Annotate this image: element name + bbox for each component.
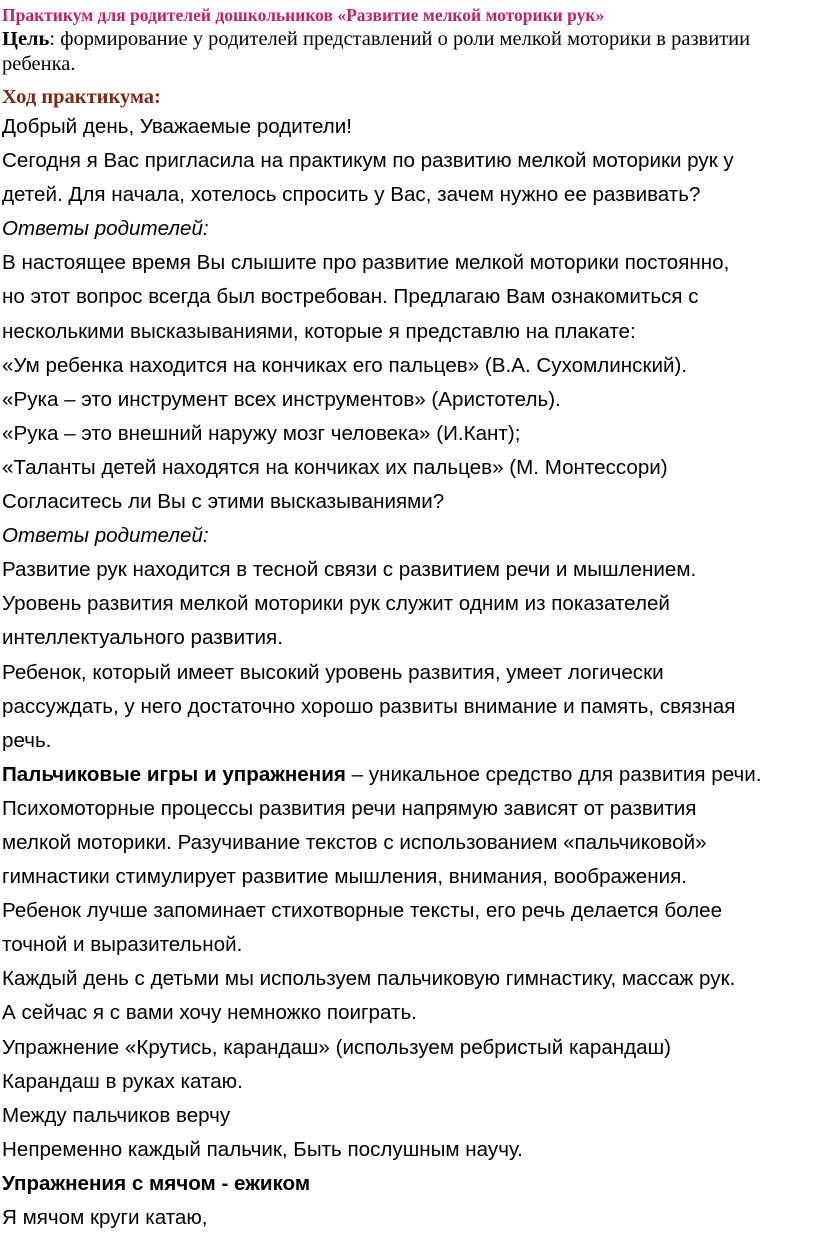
goal-text: : формирование у родителей представлений о роли мелкой моторики в развитии ребенка.	[2, 28, 751, 75]
text-line	[2, 792, 816, 826]
line-text: Ответы родителей:	[2, 217, 209, 241]
line-text: «Рука – это внешний наружу мозг человека» (И.Кант);	[2, 421, 521, 445]
line-text: рассуждать, у него достаточно хорошо развиты внимание и память, связная	[2, 694, 736, 718]
line-text: Ответы родителей:	[2, 524, 209, 548]
parents-answers-label	[2, 519, 816, 553]
text-line	[2, 485, 816, 519]
line-text: мелкой моторики. Разучивание текстов с использованием «пальчиковой»	[2, 830, 707, 854]
line-text: Я мячом круги катаю,	[2, 1206, 208, 1229]
body-text	[2, 110, 816, 1235]
text-line	[2, 928, 816, 962]
line-text: Добрый день, Уважаемые родители!	[2, 115, 353, 138]
line-text: «Рука – это инструмент всех инструментов» (Аристотель).	[2, 387, 561, 411]
line-text: Упражнение «Крутись, карандаш» (используем ребристый карандаш)	[2, 1035, 671, 1059]
text-line	[2, 315, 816, 349]
line-text: но этот вопрос всегда был востребован. Предлагаю Вам ознакомиться с	[2, 285, 699, 309]
text-line	[2, 860, 816, 894]
line-text: интеллектуального развития.	[2, 626, 283, 650]
ball-exercise-heading	[2, 1167, 816, 1201]
line-text: Между пальчиков верчу	[2, 1103, 231, 1127]
goal-label: Цель	[2, 28, 50, 50]
line-text: точной и выразительной.	[2, 933, 243, 957]
text-line	[2, 724, 816, 758]
exercise-title	[2, 1031, 816, 1065]
quote-line	[2, 383, 816, 417]
poem-line	[2, 1133, 816, 1167]
parents-answers-label	[2, 212, 816, 246]
line-text: Ребенок лучше запоминает стихотворные тексты, его речь делается более	[2, 899, 723, 923]
line-text: «Таланты детей находятся на кончиках их пальцев» (М. Монтессори)	[2, 455, 668, 479]
goal-paragraph	[2, 27, 810, 77]
quote-line	[2, 349, 816, 383]
finger-games-heading: Пальчиковые игры и упражнения	[2, 762, 346, 786]
poem-line	[2, 1201, 816, 1235]
text-line	[2, 826, 816, 860]
text-line	[2, 996, 816, 1030]
line-text: Психомоторные процессы развития речи напрямую зависят от развития	[2, 796, 697, 820]
line-text: речь.	[2, 728, 52, 752]
line-text: А сейчас я с вами хочу немножко поиграть.	[2, 1001, 417, 1025]
line-text: Согласитесь ли Вы с этими высказываниями?	[2, 490, 445, 514]
text-line	[2, 587, 816, 621]
poem-line	[2, 1065, 816, 1099]
text-line	[2, 962, 816, 996]
line-text: несколькими высказываниями, которые я представлю на плакате:	[2, 319, 636, 343]
text-line	[2, 656, 816, 690]
section-heading: Ход практикума:	[2, 86, 161, 108]
line-text: Развитие рук находится в тесной связи с развитием речи и мышлением.	[2, 558, 697, 582]
quote-line	[2, 417, 816, 451]
text-line	[2, 246, 816, 280]
text-line	[2, 894, 816, 928]
text-line	[2, 280, 816, 314]
poem-line	[2, 1099, 816, 1133]
text-line	[2, 621, 816, 655]
line-text: Уровень развития мелкой моторики рук служит одним из показателей	[2, 592, 670, 616]
text-line	[2, 553, 816, 587]
line-text: Каждый день с детьми мы используем пальчиковую гимнастику, массаж рук.	[2, 967, 736, 991]
line-text: Сегодня я Вас пригласила на практикум по развитию мелкой моторики рук у	[2, 149, 734, 173]
line-text: В настоящее время Вы слышите про развитие мелкой моторики постоянно,	[2, 251, 730, 275]
document-title: Практикум для родителей дошкольников «Развитие мелкой моторики рук»	[2, 5, 605, 25]
quote-line	[2, 451, 816, 485]
line-text: гимнастики стимулирует развитие мышления, внимания, воображения.	[2, 865, 687, 889]
line-text: Упражнения с мячом - ежиком	[2, 1171, 311, 1195]
line-text: Карандаш в руках катаю.	[2, 1069, 243, 1093]
text-line	[2, 178, 816, 212]
finger-games-line	[2, 758, 816, 792]
line-text: Ребенок, который имеет высокий уровень развития, умеет логически	[2, 660, 664, 684]
line-text: детей. Для начала, хотелось спросить у Вас, зачем нужно ее развивать?	[2, 183, 701, 207]
line-text: Непременно каждый пальчик, Быть послушным научу.	[2, 1137, 523, 1161]
line-text: «Ум ребенка находится на кончиках его пальцев» (В.А. Сухомлинский).	[2, 353, 688, 377]
text-line	[2, 690, 816, 724]
text-line	[2, 144, 816, 178]
line-text: – уникальное средство для развития речи.	[345, 762, 762, 786]
text-line	[2, 110, 816, 144]
